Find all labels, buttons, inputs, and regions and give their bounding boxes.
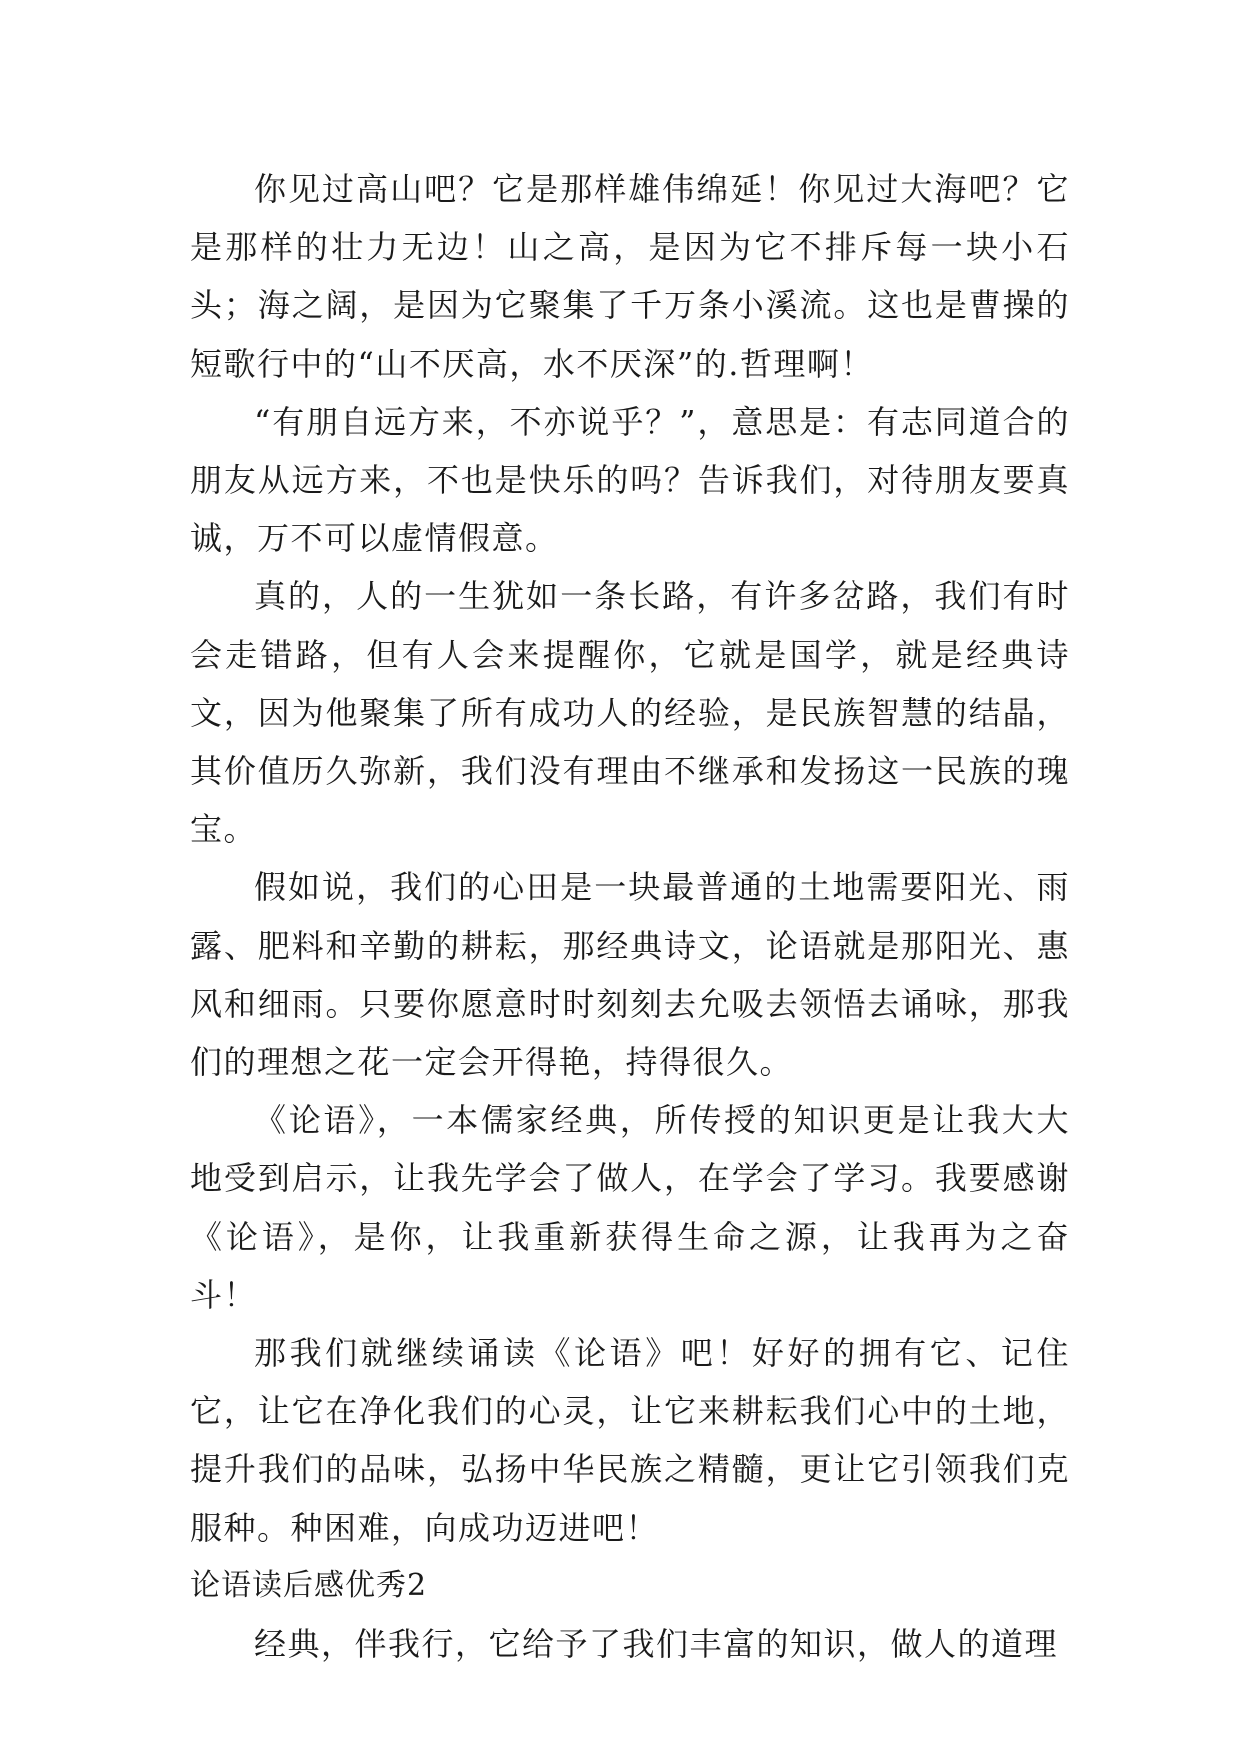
paragraph-4: 假如说，我们的心田是一块最普通的土地需要阳光、雨露、肥料和辛勤的耕耘，那经典诗文，论语就是那阳光、惠风和细雨。只要你愿意时时刻刻去允吸去领悟去诵咏，那我们的理想之花一定会开得艳，持得很久。 (190, 868, 1070, 1082)
paragraph-6: 那我们就继续诵读《论语》吧！好好的拥有它、记住它，让它在净化我们的心灵，让它来耕耘我们心中的土地，提升我们的品味，弘扬中华民族之精髓，更让它引领我们克服种。种困难，向成功迈进吧！ (190, 1334, 1070, 1547)
paragraph-3: 真的，人的一生犹如一条长路，有许多岔路，我们有时会走错路，但有人会来提醒你，它就是国学，就是经典诗文，因为他聚集了所有成功人的经验，是民族智慧的结晶，其价值历久弥新，我们没有理由不继承和发扬这一民族的瑰宝。 (190, 577, 1070, 849)
paragraph-1: 你见过高山吧？它是那样雄伟绵延！你见过大海吧？它是那样的壮力无边！山之高，是因为它不排斥每一块小石头；海之阔，是因为它聚集了千万条小溪流。这也是曹操的短歌行中的“山不厌高，水不厌深”的.哲理啊！ (190, 170, 1070, 383)
paragraph-2: “有朋自远方来，不亦说乎？”，意思是：有志同道合的朋友从远方来，不也是快乐的吗？告诉我们，对待朋友要真诚，万不可以虚情假意。 (190, 402, 1070, 558)
section-heading: 论语读后感优秀2 (190, 1567, 428, 1603)
paragraph-7: 经典，伴我行，它给予了我们丰富的知识，做人的道理 (254, 1625, 1059, 1664)
paragraph-5: 《论语》，一本儒家经典，所传授的知识更是让我大大地受到启示，让我先学会了做人，在学会了学习。我要感谢《论语》，是你，让我重新获得生命之源，让我再为之奋斗！ (190, 1101, 1070, 1314)
document-body (190, 160, 1070, 1673)
